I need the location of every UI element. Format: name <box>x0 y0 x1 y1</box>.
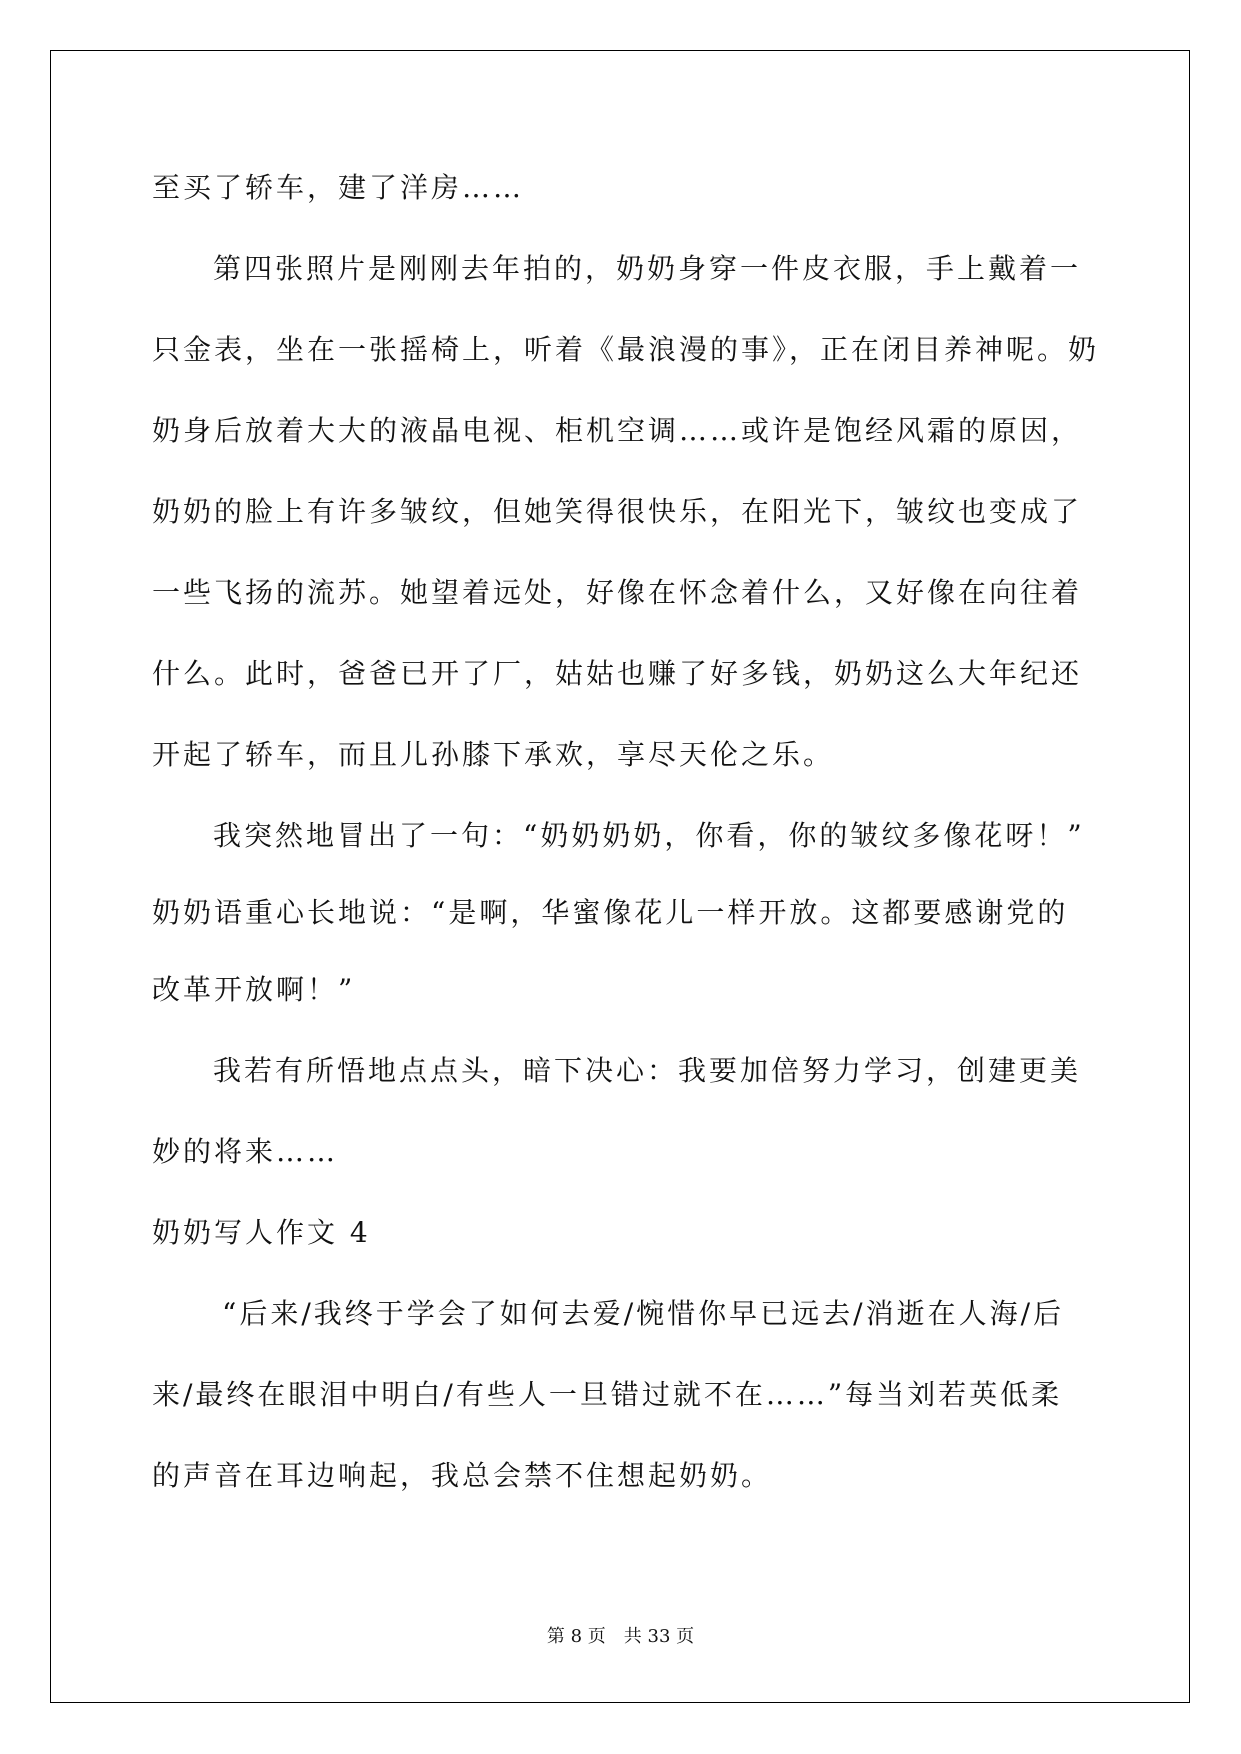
section-heading: 奶奶写人作文 4 <box>152 1216 371 1249</box>
text-line-6: 一些飞扬的流苏。她望着远处，好像在怀念着什么，又好像在向往着 <box>152 576 1083 609</box>
text-line-1: 至买了轿车，建了洋房…… <box>152 171 525 204</box>
text-line-10: 奶奶语重心长地说：“是啊，华蜜像花儿一样开放。这都要感谢党的 <box>152 896 1069 929</box>
text-line-17: 的声音在耳边响起，我总会禁不住想起奶奶。 <box>152 1459 773 1492</box>
text-line-5: 奶奶的脸上有许多皱纹，但她笑得很快乐，在阳光下，皱纹也变成了 <box>152 495 1083 528</box>
text-line-16: 来/最终在眼泪中明白/有些人一旦错过就不在……”每当刘若英低柔 <box>152 1378 1063 1411</box>
text-line-8: 开起了轿车，而且儿孙膝下承欢，享尽天伦之乐。 <box>152 738 835 771</box>
text-line-3: 只金表，坐在一张摇椅上，听着《最浪漫的事》，正在闭目养神呢。奶 <box>152 333 1100 366</box>
text-line-7: 什么。此时，爸爸已开了厂，姑姑也赚了好多钱，奶奶这么大年纪还 <box>152 657 1083 690</box>
text-line-12: 我若有所悟地点点头，暗下决心：我要加倍努力学习，创建更美 <box>213 1054 1082 1087</box>
text-line-11: 改革开放啊！” <box>152 973 356 1006</box>
text-line-13: 妙的将来…… <box>152 1135 339 1168</box>
text-line-9: 我突然地冒出了一句：“奶奶奶奶，你看，你的皱纹多像花呀！” <box>213 819 1085 852</box>
text-line-2: 第四张照片是刚刚去年拍的，奶奶身穿一件皮衣服，手上戴着一 <box>213 252 1082 285</box>
page-number-footer: 第 8 页 共 33 页 <box>546 1626 695 1647</box>
text-line-4: 奶身后放着大大的液晶电视、柜机空调……或许是饱经风霜的原因， <box>152 414 1083 447</box>
text-line-15: “后来/我终于学会了如何去爱/惋惜你早已远去/消逝在人海/后 <box>222 1297 1065 1330</box>
